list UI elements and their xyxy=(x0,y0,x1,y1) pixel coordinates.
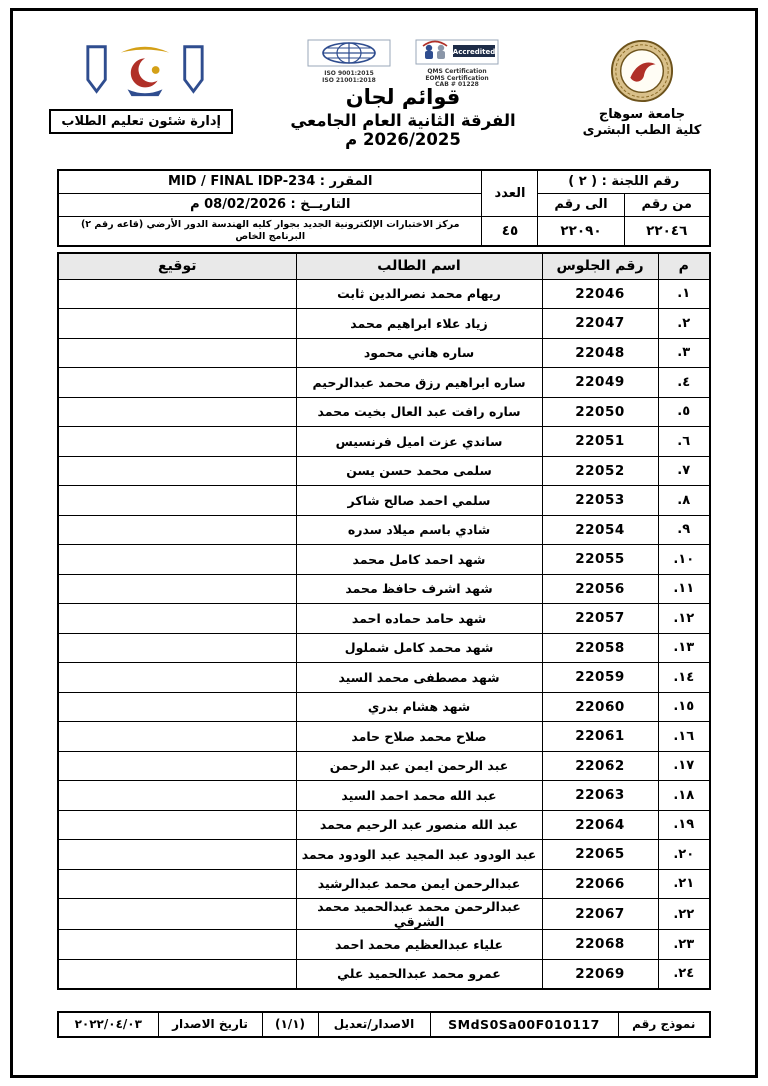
count-value: ٤٥ xyxy=(482,216,538,246)
signature-cell xyxy=(58,663,296,693)
student-name: عبد الله منصور عبد الرحيم محمد xyxy=(296,810,542,840)
university-name: جامعة سوهاج xyxy=(598,107,686,122)
form-number-value: SMdS0Sa00F010117 xyxy=(430,1012,618,1037)
course-cell xyxy=(58,170,482,193)
student-row xyxy=(58,486,710,516)
student-name: عبدالرحمن ايمن محمد عبدالرشيد xyxy=(296,869,542,899)
student-name: عبد الرحمن ايمن عبد الرحمن xyxy=(296,751,542,781)
row-index: ٢٣. xyxy=(658,930,710,960)
ias-globe-logo-icon xyxy=(307,39,391,67)
student-name: شهد حامد حماده احمد xyxy=(296,604,542,634)
administration-block xyxy=(57,39,233,134)
pac-cert-line1: QMS Certification xyxy=(427,68,487,75)
issue-value: (١/١) xyxy=(262,1012,318,1037)
issue-date-value: ٢٠٢٢/٠٤/٠٣ xyxy=(58,1012,158,1037)
student-name: شهد احمد كامل محمد xyxy=(296,545,542,575)
row-index: ٣. xyxy=(658,338,710,368)
footer-row xyxy=(58,1012,710,1037)
sohag-university-logo xyxy=(610,39,674,103)
student-name: شهد اشرف حافظ محمد xyxy=(296,574,542,604)
signature-cell xyxy=(58,574,296,604)
student-name: صلاح محمد صلاح حامد xyxy=(296,722,542,752)
student-name: عبد الله محمد احمد السيد xyxy=(296,781,542,811)
course-label: المقرر : xyxy=(319,174,373,190)
signature-cell xyxy=(58,840,296,870)
signature-cell xyxy=(58,515,296,545)
accreditation-row xyxy=(239,39,567,89)
row-index: ١٩. xyxy=(658,810,710,840)
student-row xyxy=(58,604,710,634)
row-index: ١٣. xyxy=(658,633,710,663)
seat-number: 22067 xyxy=(542,899,658,930)
seat-number: 22068 xyxy=(542,930,658,960)
row-index: ٢١. xyxy=(658,869,710,899)
signature-cell xyxy=(58,338,296,368)
seat-number: 22053 xyxy=(542,486,658,516)
exam-info-table xyxy=(57,169,711,247)
student-row xyxy=(58,810,710,840)
student-row xyxy=(58,633,710,663)
student-row xyxy=(58,722,710,752)
accreditation-ias xyxy=(303,39,395,84)
row-index: ١. xyxy=(658,279,710,309)
seat-number: 22060 xyxy=(542,692,658,722)
signature-cell xyxy=(58,692,296,722)
student-row xyxy=(58,781,710,811)
student-name: شهد مصطفى محمد السيد xyxy=(296,663,542,693)
student-name: عمرو محمد عبدالحميد علي xyxy=(296,959,542,989)
row-index: ١٠. xyxy=(658,545,710,575)
page-subtitle: الفرقة الثانية العام الجامعي 2026/2025 م xyxy=(290,111,516,149)
row-index: ٢٢. xyxy=(658,899,710,930)
student-name: ساندي عزت اميل فرنسيس xyxy=(296,427,542,457)
student-name: شهد محمد كامل شملول xyxy=(296,633,542,663)
student-row xyxy=(58,397,710,427)
student-row xyxy=(58,456,710,486)
student-row xyxy=(58,959,710,989)
row-index: ٦. xyxy=(658,427,710,457)
seat-number: 22051 xyxy=(542,427,658,457)
signature-cell xyxy=(58,279,296,309)
seat-number: 22052 xyxy=(542,456,658,486)
seat-number: 22065 xyxy=(542,840,658,870)
row-index: ١١. xyxy=(658,574,710,604)
row-index: ٤. xyxy=(658,368,710,398)
student-name: علياء عبدالعظيم محمد احمد xyxy=(296,930,542,960)
student-name: سلمى محمد حسن يسن xyxy=(296,456,542,486)
signature-cell xyxy=(58,604,296,634)
pac-accredited-logo-icon xyxy=(415,39,499,65)
student-name: ريهام محمد نصرالدين ثابت xyxy=(296,279,542,309)
issue-date-label: تاريخ الاصدار xyxy=(158,1012,262,1037)
seat-number: 22055 xyxy=(542,545,658,575)
signature-cell xyxy=(58,486,296,516)
student-row xyxy=(58,692,710,722)
seat-number: 22064 xyxy=(542,810,658,840)
signature-cell xyxy=(58,751,296,781)
row-index: ١٧. xyxy=(658,751,710,781)
student-name: ساره ابراهيم رزق محمد عبدالرحيم xyxy=(296,368,542,398)
page-header xyxy=(57,39,711,157)
to-number-label: الى رقم xyxy=(538,193,624,216)
seat-number: 22063 xyxy=(542,781,658,811)
seat-number: 22056 xyxy=(542,574,658,604)
seat-number: 22069 xyxy=(542,959,658,989)
students-table-header xyxy=(58,253,710,279)
pac-cert-line2: EOMS Certification xyxy=(425,74,489,82)
seat-number: 22048 xyxy=(542,338,658,368)
student-affairs-logo xyxy=(71,39,219,101)
from-number-label: من رقم xyxy=(624,193,710,216)
students-table xyxy=(57,252,711,990)
signature-cell xyxy=(58,959,296,989)
signature-cell xyxy=(58,810,296,840)
ias-iso-line2: ISO 21001:2018 xyxy=(322,76,376,84)
row-index: ٧. xyxy=(658,456,710,486)
student-row xyxy=(58,930,710,960)
student-row xyxy=(58,869,710,899)
accreditation-pac xyxy=(411,39,503,89)
seat-number: 22066 xyxy=(542,869,658,899)
from-number-value: ٢٢٠٤٦ xyxy=(624,216,710,246)
signature-cell xyxy=(58,781,296,811)
seat-number: 22061 xyxy=(542,722,658,752)
header-student-name: اسم الطالب xyxy=(296,253,542,279)
administration-title: إدارة شئون تعليم الطلاب xyxy=(49,109,233,134)
header-center xyxy=(233,39,573,149)
student-row xyxy=(58,338,710,368)
info-row-2 xyxy=(58,193,710,216)
student-row xyxy=(58,574,710,604)
signature-cell xyxy=(58,427,296,457)
header-seat-number: رقم الجلوس xyxy=(542,253,658,279)
info-row-3 xyxy=(58,216,710,246)
date-label: التاريــخ : xyxy=(290,197,351,212)
seat-number: 22050 xyxy=(542,397,658,427)
student-row xyxy=(58,545,710,575)
row-index: ٩. xyxy=(658,515,710,545)
student-row xyxy=(58,663,710,693)
pac-cert-line3: CAB # 01228 xyxy=(435,81,479,89)
signature-cell xyxy=(58,930,296,960)
student-name: عبدالرحمن محمد عبدالحميد محمد الشرقي xyxy=(296,899,542,930)
committee-number: رقم اللجنة : ( ٢ ) xyxy=(538,170,710,193)
students-table-body xyxy=(58,279,710,989)
signature-cell xyxy=(58,722,296,752)
count-label: العدد xyxy=(482,170,538,216)
row-index: ١٨. xyxy=(658,781,710,811)
student-name: ساره هاني محمود xyxy=(296,338,542,368)
student-name: سلمي احمد صالح شاكر xyxy=(296,486,542,516)
student-row xyxy=(58,368,710,398)
student-row xyxy=(58,427,710,457)
seat-number: 22054 xyxy=(542,515,658,545)
signature-cell xyxy=(58,368,296,398)
student-name: شادي باسم ميلاد سدره xyxy=(296,515,542,545)
row-index: ٢٤. xyxy=(658,959,710,989)
signature-cell xyxy=(58,633,296,663)
seat-number: 22047 xyxy=(542,309,658,339)
footer-table xyxy=(57,1011,711,1038)
row-index: ١٦. xyxy=(658,722,710,752)
student-row xyxy=(58,279,710,309)
row-index: ١٥. xyxy=(658,692,710,722)
seat-number: 22059 xyxy=(542,663,658,693)
student-name: عبد الودود عبد المجيد عبد الودود محمد xyxy=(296,840,542,870)
row-index: ٨. xyxy=(658,486,710,516)
student-row xyxy=(58,899,710,930)
date-value: 08/02/2026 م xyxy=(190,197,286,212)
signature-cell xyxy=(58,397,296,427)
row-index: ٢. xyxy=(658,309,710,339)
student-row xyxy=(58,309,710,339)
student-row xyxy=(58,840,710,870)
info-row-1 xyxy=(58,170,710,193)
university-block xyxy=(573,39,711,140)
exam-location: مركز الاختبارات الإلكترونية الجديد بجوار كليه الهندسة الدور الأرضي (قاعه رقم ٢) البرنامج الخاص xyxy=(58,216,482,246)
signature-cell xyxy=(58,869,296,899)
ias-iso-line1: ISO 9001:2015 xyxy=(324,70,374,77)
row-index: ٢٠. xyxy=(658,840,710,870)
student-row xyxy=(58,751,710,781)
row-index: ١٤. xyxy=(658,663,710,693)
signature-cell xyxy=(58,545,296,575)
issue-label: الاصدار/تعديل xyxy=(318,1012,430,1037)
signature-cell xyxy=(58,309,296,339)
seat-number: 22046 xyxy=(542,279,658,309)
faculty-name: كلية الطب البشرى xyxy=(582,123,702,139)
seat-number: 22062 xyxy=(542,751,658,781)
seat-number: 22049 xyxy=(542,368,658,398)
date-cell xyxy=(58,193,482,216)
student-row xyxy=(58,515,710,545)
header-index: م xyxy=(658,253,710,279)
course-value: MID / FINAL IDP-234 xyxy=(167,174,316,190)
row-index: ١٢. xyxy=(658,604,710,634)
page-title: قوائم لجان xyxy=(345,85,461,109)
signature-cell xyxy=(58,456,296,486)
student-name: زياد علاء ابراهيم محمد xyxy=(296,309,542,339)
to-number-value: ٢٢٠٩٠ xyxy=(538,216,624,246)
header-signature: توقيع xyxy=(58,253,296,279)
svg-text:Accredited: Accredited xyxy=(452,48,496,56)
row-index: ٥. xyxy=(658,397,710,427)
student-name: ساره رافت عبد العال بخيت محمد xyxy=(296,397,542,427)
student-name: شهد هشام بدري xyxy=(296,692,542,722)
seat-number: 22057 xyxy=(542,604,658,634)
page-border-frame xyxy=(10,8,758,1078)
form-number-label: نموذج رقم xyxy=(618,1012,710,1037)
signature-cell xyxy=(58,899,296,930)
seat-number: 22058 xyxy=(542,633,658,663)
